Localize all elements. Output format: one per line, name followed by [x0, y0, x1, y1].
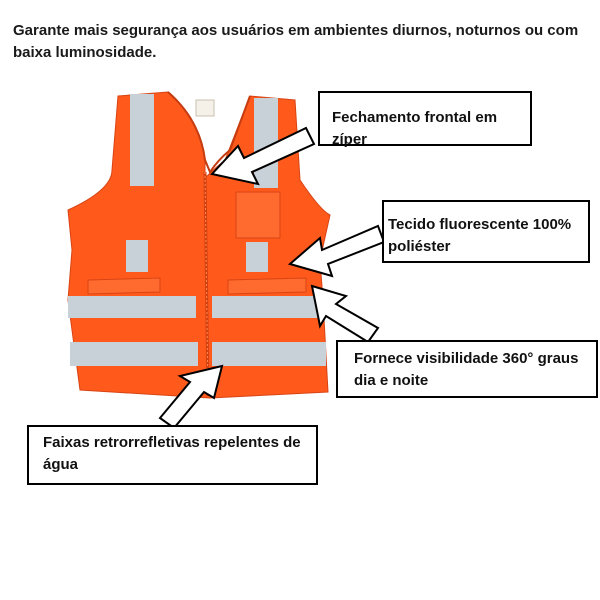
headline: Garante mais segurança aos usuários em ambientes diurnos, noturnos ou com baixa luminosidade.	[13, 22, 579, 61]
pocket-flap-right	[228, 278, 306, 294]
callout-zipper	[318, 91, 532, 146]
band-upper-right	[212, 296, 324, 318]
callout-visibility-text: Fornece visibilidade 360° graus dia e noite	[354, 350, 579, 389]
shoulder-stripe-left	[130, 94, 154, 186]
callout-zipper-text: Fechamento frontal em zíper	[332, 109, 498, 148]
band-upper-left	[68, 296, 196, 318]
chest-reflective-right	[246, 242, 268, 272]
callout-fabric	[382, 200, 590, 263]
chest-pocket	[236, 192, 280, 238]
callout-stripes-text: Faixas retrorrefletivas repelentes de água	[43, 434, 301, 473]
vest-tag	[196, 100, 214, 116]
pocket-flap-left	[88, 278, 160, 294]
callout-fabric-text: Tecido fluorescente 100% poliéster	[388, 216, 572, 255]
band-lower-left	[70, 342, 198, 366]
band-lower-right	[212, 342, 326, 366]
chest-reflective-left	[126, 240, 148, 272]
callout-visibility	[336, 340, 598, 398]
callout-stripes	[27, 425, 318, 485]
